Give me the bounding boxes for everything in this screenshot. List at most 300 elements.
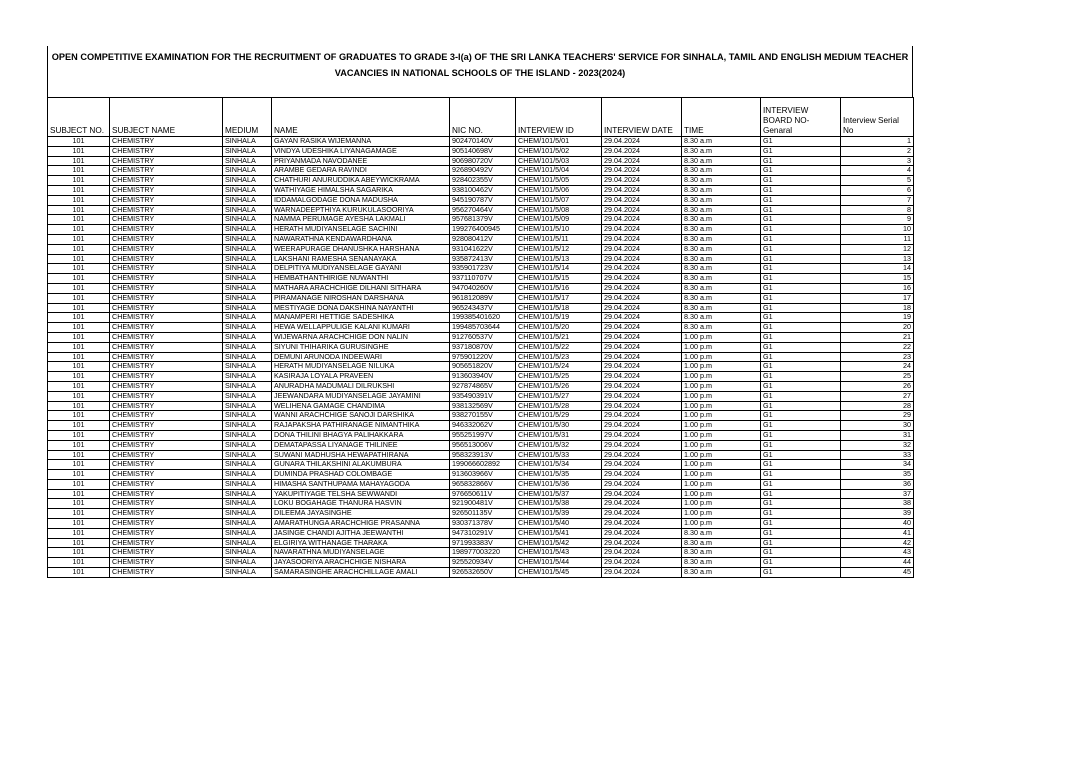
cell-nic-no: 926501135V — [450, 509, 516, 519]
cell-name: VINDYA UDESHIKA LIYANAGAMAGE — [272, 146, 450, 156]
cell-serial-no: 9 — [841, 215, 914, 225]
cell-time: 8.30 a.m — [682, 225, 761, 235]
cell-medium: SINHALA — [223, 381, 272, 391]
table-row — [48, 156, 914, 166]
cell-name: ANURADHA MADUMALI DILRUKSHI — [272, 381, 450, 391]
cell-serial-no: 14 — [841, 264, 914, 274]
cell-board-no: G1 — [761, 342, 841, 352]
cell-name: MATHARA ARACHCHIGE DILHANI SITHARA — [272, 283, 450, 293]
cell-serial-no: 10 — [841, 225, 914, 235]
cell-name: PIRAMANAGE NIROSHAN DARSHANA — [272, 293, 450, 303]
table-row — [48, 548, 914, 558]
cell-interview-id: CHEM/101/5/33 — [516, 450, 602, 460]
table-row — [48, 440, 914, 450]
cell-board-no: G1 — [761, 274, 841, 284]
cell-nic-no: 199276400945 — [450, 225, 516, 235]
cell-subject-no: 101 — [48, 156, 110, 166]
cell-board-no: G1 — [761, 558, 841, 568]
cell-subject-name: CHEMISTRY — [110, 146, 223, 156]
cell-medium: SINHALA — [223, 470, 272, 480]
cell-nic-no: 956513006V — [450, 440, 516, 450]
cell-medium: SINHALA — [223, 352, 272, 362]
cell-time: 8.30 a.m — [682, 185, 761, 195]
cell-subject-name: CHEMISTRY — [110, 283, 223, 293]
cell-interview-id: CHEM/101/5/43 — [516, 548, 602, 558]
table-row — [48, 411, 914, 421]
cell-serial-no: 22 — [841, 342, 914, 352]
cell-serial-no: 13 — [841, 254, 914, 264]
cell-board-no: G1 — [761, 528, 841, 538]
cell-board-no: G1 — [761, 519, 841, 529]
cell-subject-name: CHEMISTRY — [110, 323, 223, 333]
table-row — [48, 362, 914, 372]
cell-board-no: G1 — [761, 489, 841, 499]
cell-subject-name: CHEMISTRY — [110, 185, 223, 195]
table-row — [48, 391, 914, 401]
cell-serial-no: 4 — [841, 166, 914, 176]
cell-subject-no: 101 — [48, 303, 110, 313]
cell-board-no: G1 — [761, 479, 841, 489]
cell-nic-no: 938270155V — [450, 411, 516, 421]
cell-nic-no: 947040260V — [450, 283, 516, 293]
cell-nic-no: 199066602892 — [450, 460, 516, 470]
cell-medium: SINHALA — [223, 362, 272, 372]
table-row — [48, 528, 914, 538]
table-row — [48, 293, 914, 303]
cell-serial-no: 12 — [841, 244, 914, 254]
table-row — [48, 274, 914, 284]
cell-nic-no: 199385401620 — [450, 313, 516, 323]
cell-subject-name: CHEMISTRY — [110, 137, 223, 147]
cell-name: RAJAPAKSHA PATHIRANAGE NIMANTHIKA — [272, 421, 450, 431]
cell-time: 1.00 p.m — [682, 519, 761, 529]
cell-subject-no: 101 — [48, 274, 110, 284]
cell-medium: SINHALA — [223, 519, 272, 529]
cell-interview-date: 29.04.2024 — [602, 372, 682, 382]
cell-subject-name: CHEMISTRY — [110, 548, 223, 558]
cell-name: HERATH MUDIYANSELAGE SACHINI — [272, 225, 450, 235]
cell-serial-no: 8 — [841, 205, 914, 215]
cell-medium: SINHALA — [223, 421, 272, 431]
cell-interview-id: CHEM/101/5/42 — [516, 538, 602, 548]
cell-interview-id: CHEM/101/5/41 — [516, 528, 602, 538]
cell-interview-date: 29.04.2024 — [602, 391, 682, 401]
header-interview-id: INTERVIEW ID — [516, 98, 602, 137]
cell-time: 1.00 p.m — [682, 342, 761, 352]
cell-board-no: G1 — [761, 156, 841, 166]
cell-medium: SINHALA — [223, 254, 272, 264]
cell-medium: SINHALA — [223, 489, 272, 499]
cell-medium: SINHALA — [223, 411, 272, 421]
cell-nic-no: 975901220V — [450, 352, 516, 362]
cell-medium: SINHALA — [223, 156, 272, 166]
cell-interview-id: CHEM/101/5/45 — [516, 568, 602, 578]
cell-medium: SINHALA — [223, 323, 272, 333]
table-row — [48, 352, 914, 362]
cell-subject-no: 101 — [48, 548, 110, 558]
cell-interview-id: CHEM/101/5/10 — [516, 225, 602, 235]
cell-subject-no: 101 — [48, 460, 110, 470]
cell-time: 1.00 p.m — [682, 479, 761, 489]
cell-nic-no: 961812089V — [450, 293, 516, 303]
cell-time: 8.30 a.m — [682, 323, 761, 333]
cell-interview-date: 29.04.2024 — [602, 342, 682, 352]
cell-time: 8.30 a.m — [682, 264, 761, 274]
cell-medium: SINHALA — [223, 303, 272, 313]
cell-board-no: G1 — [761, 499, 841, 509]
cell-time: 8.30 a.m — [682, 146, 761, 156]
cell-time: 8.30 a.m — [682, 215, 761, 225]
cell-subject-name: CHEMISTRY — [110, 391, 223, 401]
cell-name: LAKSHANI RAMESHA SENANAYAKA — [272, 254, 450, 264]
cell-serial-no: 3 — [841, 156, 914, 166]
cell-subject-name: CHEMISTRY — [110, 254, 223, 264]
cell-nic-no: 935872413V — [450, 254, 516, 264]
cell-nic-no: 905140698V — [450, 146, 516, 156]
cell-serial-no: 45 — [841, 568, 914, 578]
cell-name: IDDAMALGODAGE DONA MADUSHA — [272, 195, 450, 205]
cell-name: DELPITIYA MUDIYANSELAGE GAYANI — [272, 264, 450, 274]
cell-serial-no: 23 — [841, 352, 914, 362]
cell-board-no: G1 — [761, 283, 841, 293]
cell-serial-no: 2 — [841, 146, 914, 156]
cell-interview-date: 29.04.2024 — [602, 381, 682, 391]
cell-time: 1.00 p.m — [682, 499, 761, 509]
cell-name: DEMUNI ARUNODA INDEEWARI — [272, 352, 450, 362]
cell-nic-no: 971993383V — [450, 538, 516, 548]
cell-interview-id: CHEM/101/5/09 — [516, 215, 602, 225]
cell-subject-no: 101 — [48, 509, 110, 519]
cell-interview-id: CHEM/101/5/26 — [516, 381, 602, 391]
table-row — [48, 470, 914, 480]
cell-subject-no: 101 — [48, 401, 110, 411]
cell-interview-id: CHEM/101/5/31 — [516, 430, 602, 440]
cell-nic-no: 931041622V — [450, 244, 516, 254]
table-row — [48, 137, 914, 147]
cell-interview-id: CHEM/101/5/32 — [516, 440, 602, 450]
cell-interview-date: 29.04.2024 — [602, 264, 682, 274]
cell-medium: SINHALA — [223, 460, 272, 470]
cell-subject-no: 101 — [48, 538, 110, 548]
cell-nic-no: 958323913V — [450, 450, 516, 460]
cell-medium: SINHALA — [223, 558, 272, 568]
cell-interview-date: 29.04.2024 — [602, 137, 682, 147]
cell-nic-no: 927874865V — [450, 381, 516, 391]
header-medium: MEDIUM — [223, 98, 272, 137]
cell-interview-date: 29.04.2024 — [602, 499, 682, 509]
cell-board-no: G1 — [761, 548, 841, 558]
cell-name: HERATH MUDIYANSELAGE NILUKA — [272, 362, 450, 372]
header-serial-no: Interview Serial No — [841, 98, 914, 137]
cell-subject-name: CHEMISTRY — [110, 264, 223, 274]
cell-nic-no: 935490391V — [450, 391, 516, 401]
cell-nic-no: 957681379V — [450, 215, 516, 225]
table-row — [48, 215, 914, 225]
cell-interview-date: 29.04.2024 — [602, 323, 682, 333]
document-sheet — [47, 46, 913, 578]
cell-serial-no: 26 — [841, 381, 914, 391]
cell-subject-no: 101 — [48, 421, 110, 431]
cell-nic-no: 965243437V — [450, 303, 516, 313]
cell-name: DEMATAPASSA LIYANAGE THILINEE — [272, 440, 450, 450]
cell-serial-no: 27 — [841, 391, 914, 401]
cell-time: 1.00 p.m — [682, 372, 761, 382]
cell-subject-name: CHEMISTRY — [110, 411, 223, 421]
cell-subject-no: 101 — [48, 323, 110, 333]
cell-time: 1.00 p.m — [682, 352, 761, 362]
cell-subject-name: CHEMISTRY — [110, 499, 223, 509]
cell-name: MANAMPERI HETTIGE SADESHIKA — [272, 313, 450, 323]
cell-interview-id: CHEM/101/5/35 — [516, 470, 602, 480]
cell-name: DILEEMA JAYASINGHE — [272, 509, 450, 519]
cell-medium: SINHALA — [223, 391, 272, 401]
cell-name: WATHIYAGE HIMALSHA SAGARIKA — [272, 185, 450, 195]
cell-name: SIYUNI THIHARIKA GURUSINGHE — [272, 342, 450, 352]
cell-interview-date: 29.04.2024 — [602, 156, 682, 166]
cell-serial-no: 42 — [841, 538, 914, 548]
cell-nic-no: 912760537V — [450, 332, 516, 342]
cell-board-no: G1 — [761, 391, 841, 401]
cell-medium: SINHALA — [223, 548, 272, 558]
cell-interview-id: CHEM/101/5/03 — [516, 156, 602, 166]
cell-name: HIMASHA SANTHUPAMA MAHAYAGODA — [272, 479, 450, 489]
cell-board-no: G1 — [761, 568, 841, 578]
cell-nic-no: 976650611V — [450, 489, 516, 499]
cell-subject-name: CHEMISTRY — [110, 430, 223, 440]
cell-board-no: G1 — [761, 509, 841, 519]
cell-name: DONA THILINI BHAGYA PALIHAKKARA — [272, 430, 450, 440]
cell-subject-no: 101 — [48, 479, 110, 489]
cell-nic-no: 902470140V — [450, 137, 516, 147]
cell-time: 8.30 a.m — [682, 568, 761, 578]
header-interview-date: INTERVIEW DATE — [602, 98, 682, 137]
table-header-row — [48, 98, 914, 137]
cell-interview-id: CHEM/101/5/17 — [516, 293, 602, 303]
cell-name: JASINGE CHANDI AJITHA JEEWANTHI — [272, 528, 450, 538]
table-row — [48, 381, 914, 391]
cell-medium: SINHALA — [223, 499, 272, 509]
cell-interview-date: 29.04.2024 — [602, 470, 682, 480]
cell-nic-no: 926532650V — [450, 568, 516, 578]
cell-time: 8.30 a.m — [682, 234, 761, 244]
cell-medium: SINHALA — [223, 225, 272, 235]
cell-board-no: G1 — [761, 146, 841, 156]
cell-time: 8.30 a.m — [682, 205, 761, 215]
cell-nic-no: 945190787V — [450, 195, 516, 205]
cell-board-no: G1 — [761, 225, 841, 235]
table-row — [48, 166, 914, 176]
cell-name: MESTIYAGE DONA DAKSHINA NAYANTHI — [272, 303, 450, 313]
cell-serial-no: 19 — [841, 313, 914, 323]
cell-subject-no: 101 — [48, 137, 110, 147]
cell-serial-no: 37 — [841, 489, 914, 499]
cell-subject-name: CHEMISTRY — [110, 509, 223, 519]
cell-name: NAMMA PERUMAGE AYESHA LAKMALI — [272, 215, 450, 225]
cell-subject-name: CHEMISTRY — [110, 352, 223, 362]
cell-subject-no: 101 — [48, 283, 110, 293]
cell-interview-date: 29.04.2024 — [602, 283, 682, 293]
cell-time: 1.00 p.m — [682, 509, 761, 519]
cell-subject-name: CHEMISTRY — [110, 372, 223, 382]
table-row — [48, 195, 914, 205]
cell-board-no: G1 — [761, 254, 841, 264]
cell-subject-no: 101 — [48, 558, 110, 568]
cell-board-no: G1 — [761, 166, 841, 176]
table-row — [48, 342, 914, 352]
cell-medium: SINHALA — [223, 146, 272, 156]
cell-board-no: G1 — [761, 234, 841, 244]
cell-subject-name: CHEMISTRY — [110, 381, 223, 391]
cell-name: HEWA WELLAPPULIGE KALANI KUMARI — [272, 323, 450, 333]
cell-interview-id: CHEM/101/5/34 — [516, 460, 602, 470]
cell-interview-date: 29.04.2024 — [602, 362, 682, 372]
table-row — [48, 489, 914, 499]
cell-interview-date: 29.04.2024 — [602, 538, 682, 548]
cell-name: WIJEWARNA ARACHCHIGE DON NALIN — [272, 332, 450, 342]
table-row — [48, 430, 914, 440]
cell-time: 1.00 p.m — [682, 332, 761, 342]
cell-subject-name: CHEMISTRY — [110, 195, 223, 205]
cell-subject-no: 101 — [48, 176, 110, 186]
cell-subject-no: 101 — [48, 499, 110, 509]
cell-serial-no: 44 — [841, 558, 914, 568]
cell-nic-no: 956270464V — [450, 205, 516, 215]
cell-interview-date: 29.04.2024 — [602, 195, 682, 205]
cell-subject-no: 101 — [48, 332, 110, 342]
cell-medium: SINHALA — [223, 195, 272, 205]
cell-interview-id: CHEM/101/5/08 — [516, 205, 602, 215]
cell-name: WELIHENA GAMAGE CHANDIMA — [272, 401, 450, 411]
cell-interview-id: CHEM/101/5/38 — [516, 499, 602, 509]
cell-board-no: G1 — [761, 401, 841, 411]
cell-interview-id: CHEM/101/5/40 — [516, 519, 602, 529]
cell-name: YAKUPITIYAGE TELSHA SEWWANDI — [272, 489, 450, 499]
header-name: NAME — [272, 98, 450, 137]
cell-serial-no: 43 — [841, 548, 914, 558]
cell-board-no: G1 — [761, 195, 841, 205]
cell-serial-no: 25 — [841, 372, 914, 382]
cell-interview-date: 29.04.2024 — [602, 244, 682, 254]
cell-subject-name: CHEMISTRY — [110, 450, 223, 460]
cell-nic-no: 955251997V — [450, 430, 516, 440]
cell-interview-date: 29.04.2024 — [602, 146, 682, 156]
cell-medium: SINHALA — [223, 528, 272, 538]
cell-interview-id: CHEM/101/5/15 — [516, 274, 602, 284]
cell-interview-date: 29.04.2024 — [602, 303, 682, 313]
table-row — [48, 234, 914, 244]
cell-name: WEERAPURAGE DHANUSHKA HARSHANA — [272, 244, 450, 254]
header-subject-no: SUBJECT NO. — [48, 98, 110, 137]
cell-serial-no: 39 — [841, 509, 914, 519]
cell-interview-id: CHEM/101/5/22 — [516, 342, 602, 352]
cell-interview-date: 29.04.2024 — [602, 568, 682, 578]
cell-subject-name: CHEMISTRY — [110, 313, 223, 323]
cell-medium: SINHALA — [223, 205, 272, 215]
cell-interview-date: 29.04.2024 — [602, 558, 682, 568]
cell-medium: SINHALA — [223, 430, 272, 440]
cell-nic-no: 937110707V — [450, 274, 516, 284]
cell-interview-id: CHEM/101/5/25 — [516, 372, 602, 382]
cell-interview-date: 29.04.2024 — [602, 421, 682, 431]
cell-medium: SINHALA — [223, 244, 272, 254]
header-interview-board: INTERVIEW BOARD NO- Genaral — [761, 98, 841, 137]
cell-interview-date: 29.04.2024 — [602, 313, 682, 323]
cell-interview-date: 29.04.2024 — [602, 185, 682, 195]
cell-serial-no: 41 — [841, 528, 914, 538]
cell-interview-date: 29.04.2024 — [602, 234, 682, 244]
cell-nic-no: 965832866V — [450, 479, 516, 489]
cell-subject-name: CHEMISTRY — [110, 362, 223, 372]
cell-nic-no: 925520934V — [450, 558, 516, 568]
cell-medium: SINHALA — [223, 332, 272, 342]
cell-subject-no: 101 — [48, 440, 110, 450]
cell-interview-date: 29.04.2024 — [602, 528, 682, 538]
cell-board-no: G1 — [761, 176, 841, 186]
cell-interview-id: CHEM/101/5/02 — [516, 146, 602, 156]
cell-subject-no: 101 — [48, 568, 110, 578]
cell-medium: SINHALA — [223, 372, 272, 382]
table-row — [48, 225, 914, 235]
cell-nic-no: 946332062V — [450, 421, 516, 431]
cell-time: 8.30 a.m — [682, 254, 761, 264]
table-row — [48, 205, 914, 215]
cell-subject-no: 101 — [48, 372, 110, 382]
cell-subject-name: CHEMISTRY — [110, 489, 223, 499]
cell-interview-date: 29.04.2024 — [602, 489, 682, 499]
cell-board-no: G1 — [761, 352, 841, 362]
cell-serial-no: 34 — [841, 460, 914, 470]
cell-subject-name: CHEMISTRY — [110, 342, 223, 352]
cell-subject-no: 101 — [48, 215, 110, 225]
cell-interview-date: 29.04.2024 — [602, 205, 682, 215]
table-row — [48, 460, 914, 470]
cell-name: WANNI ARACHCHIGE SANOJI DARSHIKA — [272, 411, 450, 421]
cell-interview-id: CHEM/101/5/20 — [516, 323, 602, 333]
cell-subject-no: 101 — [48, 166, 110, 176]
table-row — [48, 146, 914, 156]
cell-name: AMARATHUNGA ARACHCHIGE PRASANNA — [272, 519, 450, 529]
cell-board-no: G1 — [761, 381, 841, 391]
table-row — [48, 401, 914, 411]
cell-board-no: G1 — [761, 460, 841, 470]
cell-interview-id: CHEM/101/5/18 — [516, 303, 602, 313]
cell-medium: SINHALA — [223, 185, 272, 195]
cell-time: 1.00 p.m — [682, 411, 761, 421]
cell-subject-no: 101 — [48, 234, 110, 244]
table-row — [48, 176, 914, 186]
document-title — [47, 46, 913, 97]
cell-interview-id: CHEM/101/5/30 — [516, 421, 602, 431]
cell-nic-no: 937180870V — [450, 342, 516, 352]
table-row — [48, 185, 914, 195]
cell-serial-no: 33 — [841, 450, 914, 460]
cell-nic-no: 198977003220 — [450, 548, 516, 558]
table-row — [48, 568, 914, 578]
cell-subject-name: CHEMISTRY — [110, 205, 223, 215]
header-time: TIME — [682, 98, 761, 137]
cell-subject-name: CHEMISTRY — [110, 274, 223, 284]
table-row — [48, 509, 914, 519]
cell-name: GUNARA THILAKSHINI ALAKUMBURA — [272, 460, 450, 470]
cell-subject-no: 101 — [48, 362, 110, 372]
cell-subject-no: 101 — [48, 293, 110, 303]
cell-interview-date: 29.04.2024 — [602, 401, 682, 411]
table-row — [48, 323, 914, 333]
cell-serial-no: 31 — [841, 430, 914, 440]
cell-subject-name: CHEMISTRY — [110, 225, 223, 235]
cell-board-no: G1 — [761, 362, 841, 372]
cell-subject-name: CHEMISTRY — [110, 293, 223, 303]
